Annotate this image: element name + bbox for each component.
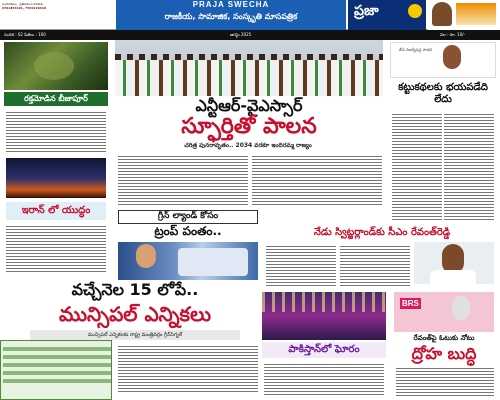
right-column <box>386 40 500 220</box>
masthead-phone: 9701854101, 7569129410 <box>2 6 46 10</box>
drohi-kicker: రేవంత్‌పై ఓటుకు నోటు <box>413 334 475 342</box>
article-text <box>264 362 384 396</box>
municipal-kicker: వచ్చేనెల 15 లోపే.. <box>71 280 199 299</box>
logo-swoosh <box>408 4 422 18</box>
bijapur-headline: రక్తమోడిన బీజాపూర్ <box>4 92 108 106</box>
article-text <box>252 154 382 206</box>
iran-headline: ఇరాన్ లో యుద్ధం <box>6 202 106 220</box>
war-photo <box>6 158 106 198</box>
side-box <box>0 340 112 400</box>
masthead <box>0 0 500 30</box>
drohi-headline: ద్రోహ బుద్ధి <box>411 344 477 363</box>
pakistan-photo <box>262 292 386 340</box>
article-text <box>396 366 494 396</box>
lead-headline: స్ఫూర్తితో పాలన <box>181 114 317 139</box>
municipal-headline: మున్సిపల్ ఎన్నికలు <box>58 302 212 326</box>
article-text <box>340 244 410 288</box>
brs-photo <box>394 292 494 332</box>
masthead-note: సంపాదకులు · ప్రతినిధులు కావలెను <box>2 2 44 6</box>
forest-photo <box>4 42 108 90</box>
greenland-kicker: గ్రీన్ ల్యాండ్ కోసం <box>118 210 258 224</box>
article-text <box>118 344 258 394</box>
municipal-subhead: మున్సిపల్ ఎన్నికలకు రాష్ట్ర మంత్రివర్గం గ్రీన్‌సిగ్నల్ <box>30 330 240 340</box>
greenland-headline: ట్రంప్ పంతం.. <box>154 224 222 238</box>
article-text <box>6 224 106 274</box>
masthead-banner <box>116 0 346 30</box>
article-text <box>6 110 106 154</box>
portrait <box>432 2 452 26</box>
issue-number: సంచిక : 02 పేజీలు : 100 <box>4 32 46 37</box>
logo-text: ప్రజా <box>354 2 379 18</box>
article-text <box>392 112 442 220</box>
cm-headline: నేడు స్విట్జర్లాండ్‌కు సీఎం రేవంత్‌రెడ్డి <box>264 226 500 240</box>
issue-info-bar <box>0 30 500 40</box>
masthead-contact <box>2 2 112 10</box>
saffron-banner <box>456 3 496 25</box>
issue-date: ఆగస్టు 2025 <box>230 32 252 37</box>
tagline: రాజకీయ, సామాజిక, సంస్కృతి మాసపత్రిక <box>164 12 298 21</box>
pakistan-headline: పాకిస్తాన్‌లో ఘోరం <box>262 342 386 358</box>
bc-photo <box>390 42 496 78</box>
article-text <box>266 244 336 288</box>
article-text <box>118 154 248 206</box>
brs-logo: BRS <box>402 299 419 308</box>
lead-photo <box>115 40 383 96</box>
issue-price: వెల : రూ. 10/- <box>440 32 466 37</box>
masthead-photo <box>428 0 500 30</box>
photo-tag: బీసీ రిజర్వేషన్ల సాధన <box>399 47 433 52</box>
brand-name: PRAJA SWECHA <box>192 0 270 9</box>
cm-photo <box>414 242 494 284</box>
right-headline: కట్టుకథలకు భయపడేది లేదు <box>398 82 488 105</box>
trump-photo <box>118 242 258 280</box>
logo <box>348 0 426 30</box>
lead-subhead: చరిత్ర పునరావృతం.. 2034 వరకూ ఇందిరమ్మ రాజ్యం <box>184 142 312 149</box>
lead-kicker: ఎన్టీఆర్-వైఎస్సార్ <box>195 96 303 115</box>
article-text <box>444 112 494 220</box>
